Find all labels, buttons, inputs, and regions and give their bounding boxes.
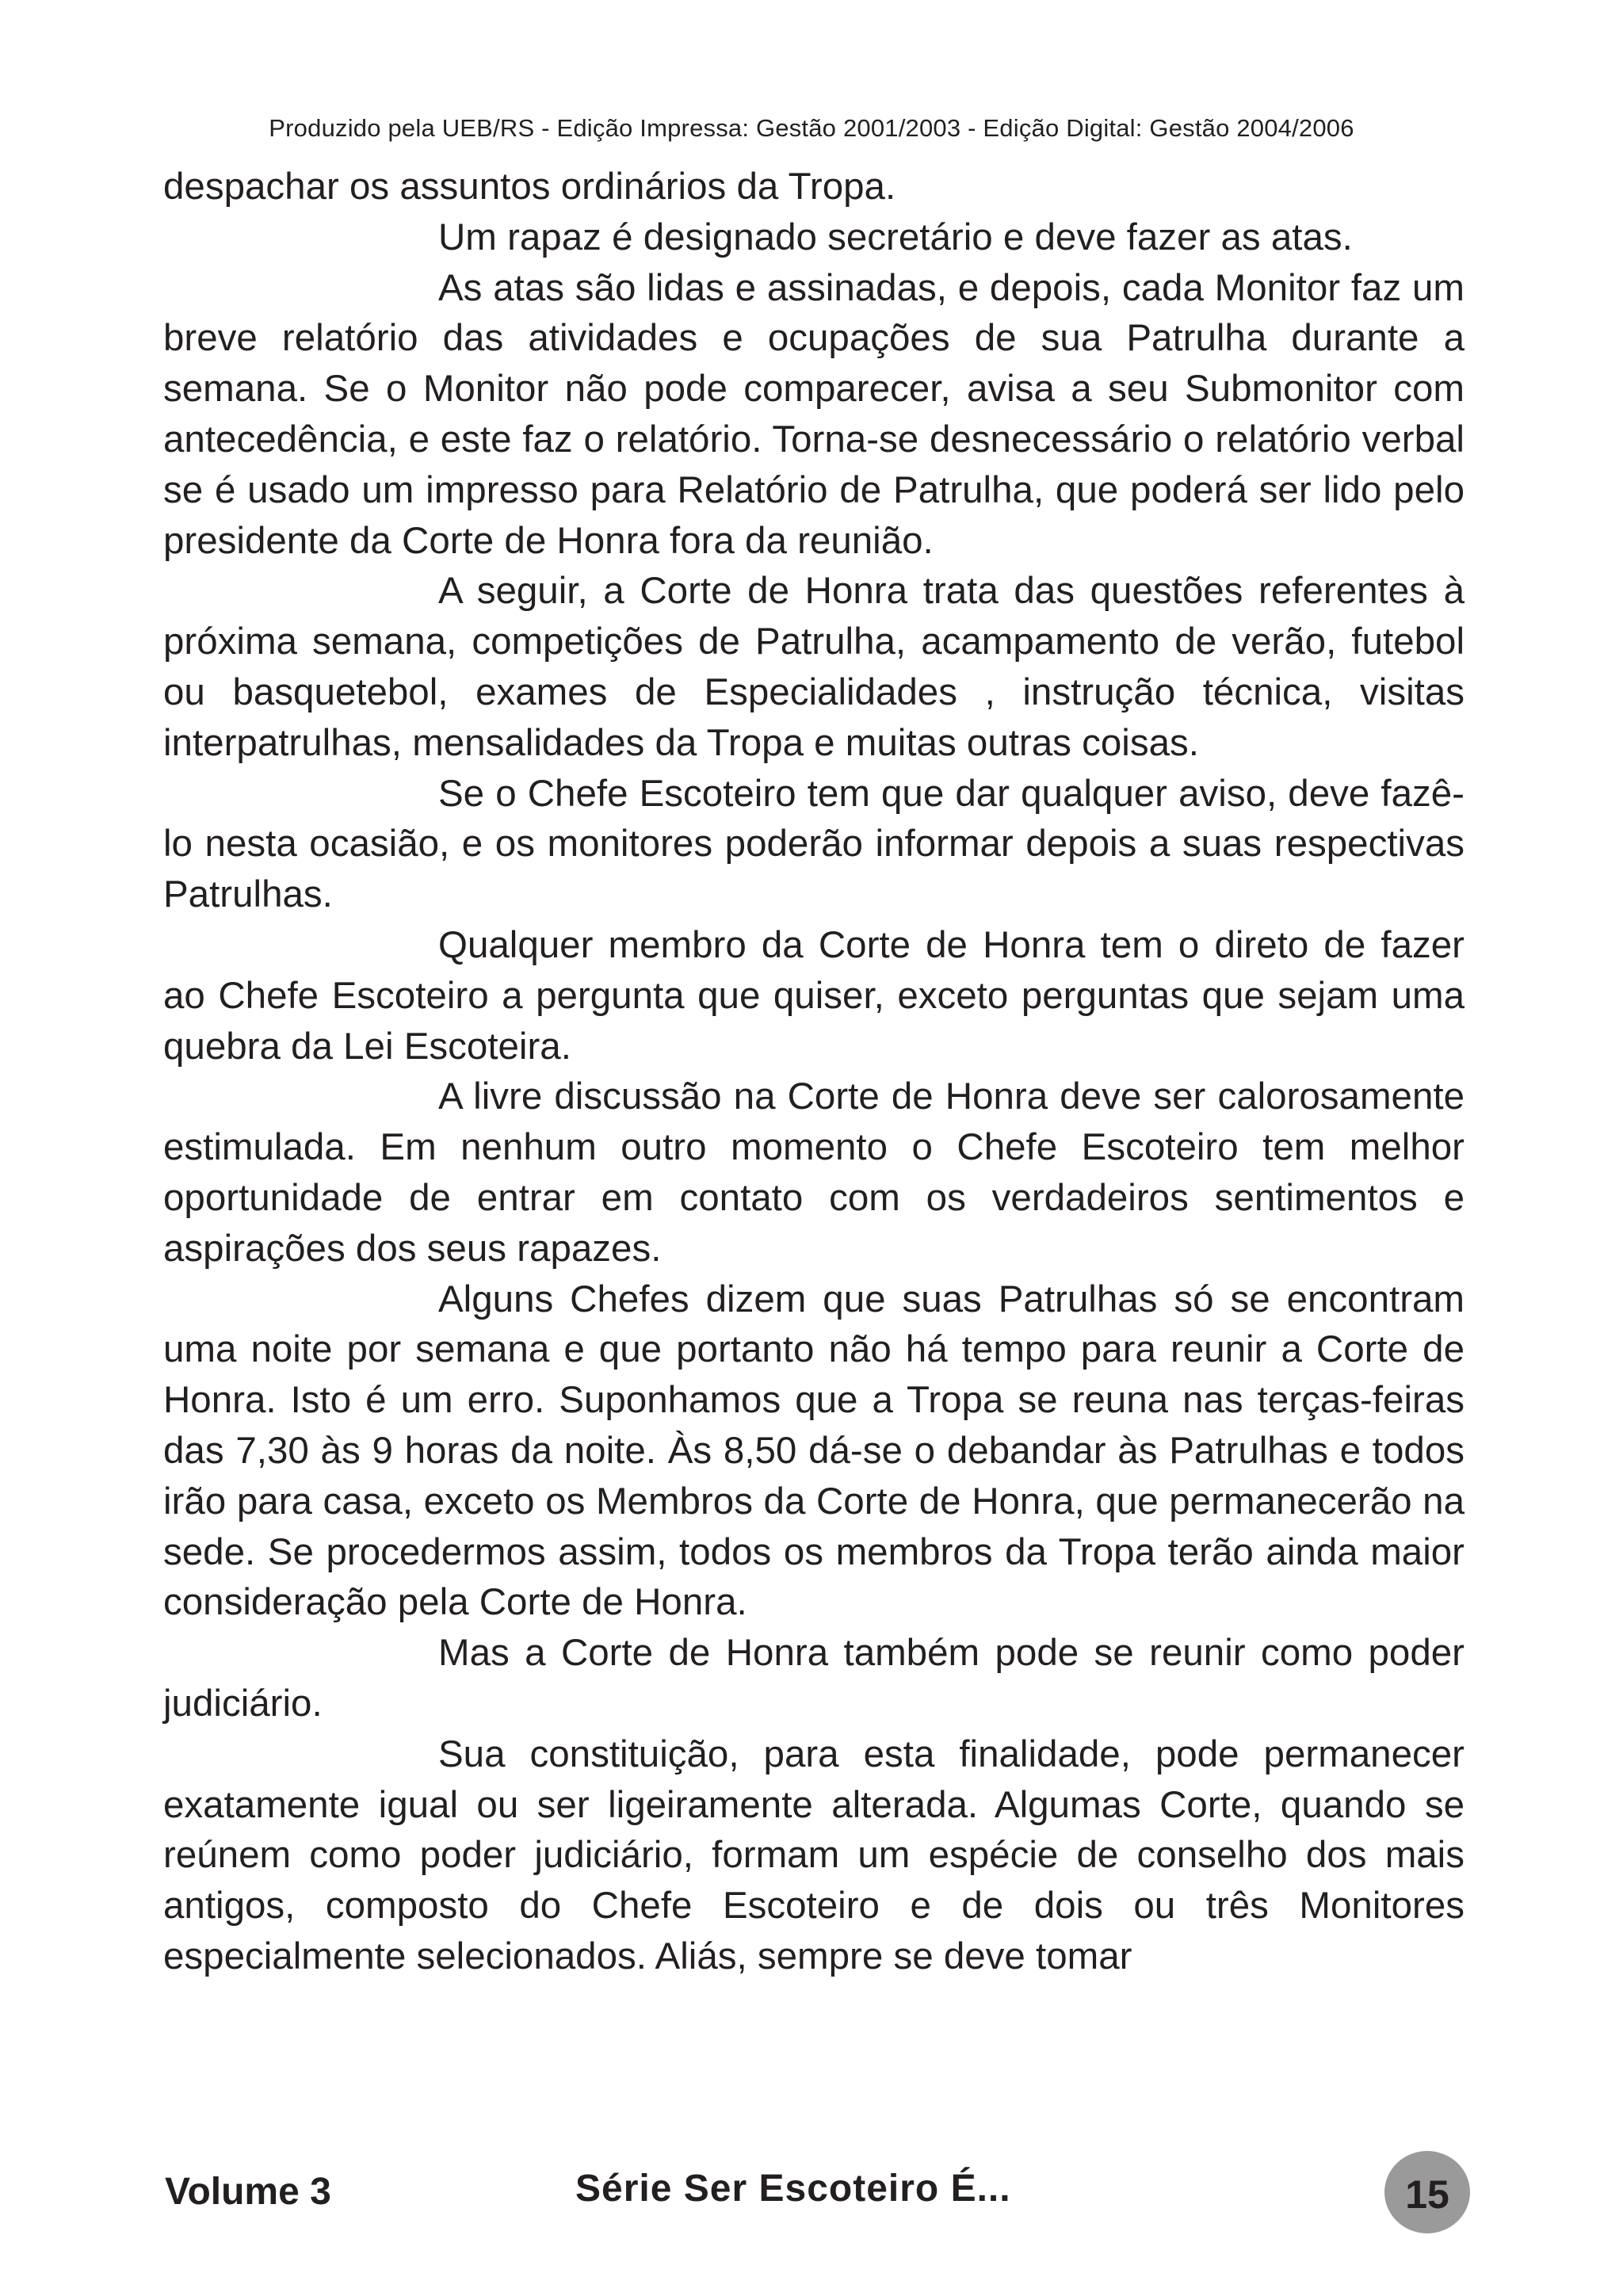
paragraph-9: Mas a Corte de Honra também pode se reunir como poder judiciário. <box>163 1632 1465 1725</box>
paragraph-8: Alguns Chefes dizem que suas Patrulhas só se encontram uma noite por semana e que portanto não há tempo para reunir a Corte de Honra. Isto é um erro. Suponhamos que a Tropa se reuna nas terças-feiras das 7,30 às 9 horas da noite. Às 8,50 dá-se o debandar às Patrulhas e todos irão para casa, exceto os Membros da Corte de Honra, que permanecerão na sede. Se procedermos assim, todos os membros da Tropa terão ainda maior consideração pela Corte de Honra. <box>163 1278 1465 1624</box>
page-number-badge <box>1384 2151 1470 2233</box>
footer-series-title: Série Ser Escoteiro É... <box>575 2168 1011 2210</box>
paragraph-7: A livre discussão na Corte de Honra deve ser calorosamente estimulada. Em nenhum outro momento o Chefe Escoteiro tem melhor oportunidade de entrar em contato com os verdadeiros sentimentos e aspirações dos seus rapazes. <box>163 1075 1465 1270</box>
footer-volume: Volume 3 <box>165 2171 331 2213</box>
running-header: Produzido pela UEB/RS - Edição Impressa: Gestão 2001/2003 - Edição Digital: Gestão 2004/2006 <box>269 114 1354 142</box>
page-number: 15 <box>1405 2172 1449 2217</box>
paragraph-6: Qualquer membro da Corte de Honra tem o direto de fazer ao Chefe Escoteiro a pergunta que quiser, exceto perguntas que sejam uma quebra da Lei Escoteira. <box>163 923 1465 1068</box>
paragraph-10: Sua constituição, para esta finalidade, pode permanecer exatamente igual ou ser ligeiramente alterada. Algumas Corte, quando se reúnem como poder judiciário, formam um espécie de conselho dos mais antigos, composto do Chefe Escoteiro e de dois ou três Monitores especialmente selecionados. Aliás, sempre se deve tomar <box>163 1733 1465 1977</box>
paragraph-5: Se o Chefe Escoteiro tem que dar qualquer aviso, deve fazê-lo nesta ocasião, e os monitores poderão informar depois a suas respectivas Patrulhas. <box>163 772 1465 916</box>
paragraph-2: Um rapaz é designado secretário e deve fazer as atas. <box>438 216 1353 258</box>
paragraph-4: A seguir, a Corte de Honra trata das questões referentes à próxima semana, competições de Patrulha, acampamento de verão, futebol ou basquetebol, exames de Especialidades , instrução técnica, visitas interpatrulhas, mensalidades da Tropa e muitas outras coisas. <box>163 570 1465 764</box>
paragraph-3: As atas são lidas e assinadas, e depois, cada Monitor faz um breve relatório das atividades e ocupações de sua Patrulha durante a semana. Se o Monitor não pode comparecer, avisa a seu Submonitor com antecedência, e este faz o relatório. Torna-se desnecessário o relatório verbal se é usado um impresso para Relatório de Patrulha, que poderá ser lido pelo presidente da Corte de Honra fora da reunião. <box>163 266 1465 562</box>
paragraph-1: despachar os assuntos ordinários da Tropa. <box>163 166 896 208</box>
body-text <box>163 162 1465 1982</box>
